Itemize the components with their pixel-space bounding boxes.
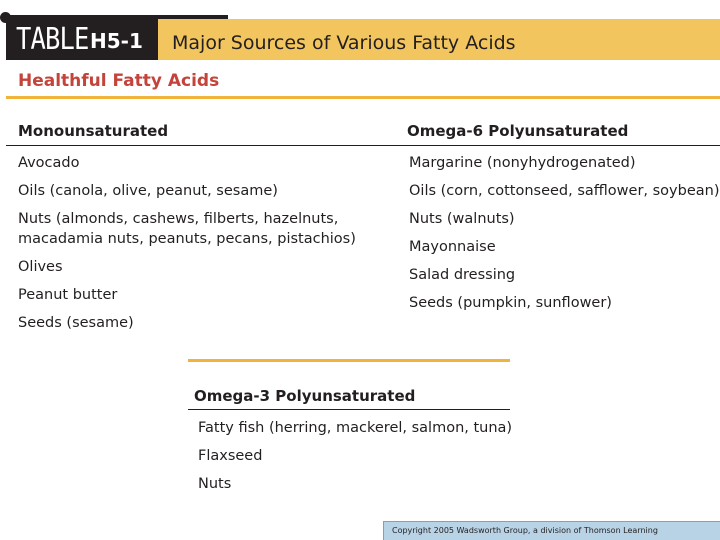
- list-item: Flaxseed: [198, 448, 263, 464]
- table-label: TABLE: [16, 22, 89, 57]
- omega6-heading: Omega-6 Polyunsaturated: [407, 122, 629, 140]
- list-item: Seeds (pumpkin, sunflower): [409, 295, 612, 311]
- list-item: Olives: [18, 259, 63, 275]
- list-item: Peanut butter: [18, 287, 118, 303]
- omega3-top-rule: [188, 359, 510, 362]
- list-item: Seeds (sesame): [18, 315, 134, 331]
- section-divider: [6, 96, 720, 99]
- section-heading: Healthful Fatty Acids: [18, 71, 220, 91]
- table-number: H5-1: [90, 29, 143, 53]
- list-item: Oils (canola, olive, peanut, sesame): [18, 183, 278, 199]
- list-item: Salad dressing: [409, 267, 516, 283]
- list-item: Nuts (walnuts): [409, 211, 515, 227]
- copyright-notice: Copyright 2005 Wadsworth Group, a division of Thomson Learning: [383, 521, 720, 540]
- list-item: Oils (corn, cottonseed, safflower, soybean): [409, 183, 720, 199]
- list-item: Avocado: [18, 155, 80, 171]
- list-item: Nuts (almonds, cashews, filberts, hazelnuts,: [18, 211, 339, 227]
- list-item: Fatty fish (herring, mackerel, salmon, tuna): [198, 420, 513, 436]
- omega3-header-rule: [188, 409, 510, 410]
- list-item: Nuts: [198, 476, 232, 492]
- omega3-list: [198, 414, 512, 498]
- list-item: macadamia nuts, peanuts, pecans, pistachios): [18, 231, 356, 247]
- list-item: Mayonnaise: [409, 239, 496, 255]
- table-title: Major Sources of Various Fatty Acids: [172, 32, 516, 54]
- omega6-list: [409, 149, 720, 317]
- monounsaturated-list: [18, 149, 356, 337]
- column-header-rule: [6, 145, 720, 146]
- monounsaturated-heading: Monounsaturated: [18, 122, 169, 140]
- list-item: Margarine (nonyhydrogenated): [409, 155, 636, 171]
- omega3-heading: Omega-3 Polyunsaturated: [194, 387, 416, 405]
